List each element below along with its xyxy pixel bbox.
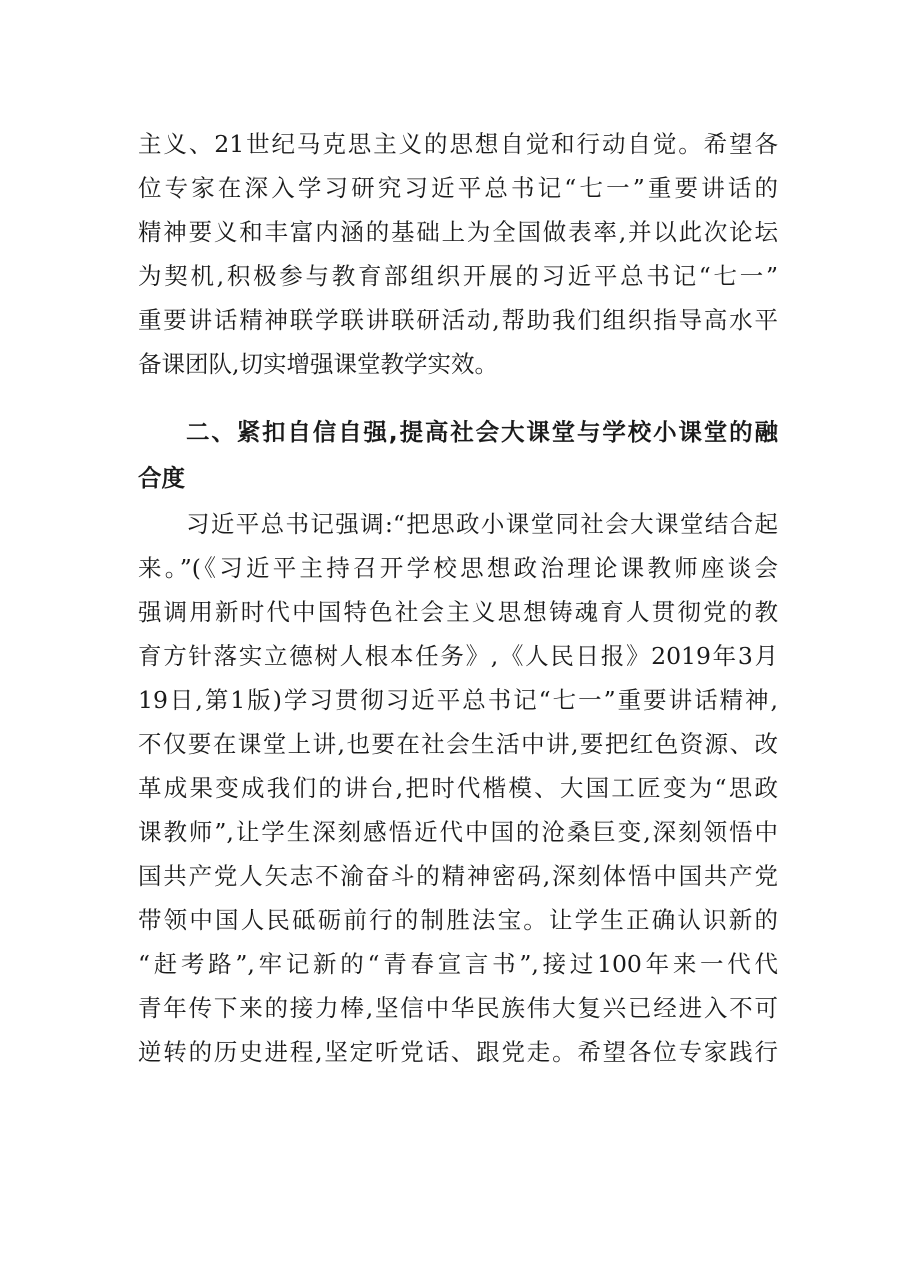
paragraph-2-line: 19日,第1版)学习贯彻习近平总书记“七一”重要讲话精神, [138, 686, 778, 714]
section-heading-line: 二、紧扣自信自强,提高社会大课堂与学校小课堂的融 [186, 418, 778, 446]
paragraph-2-line: 来。”(《习近平主持召开学校思想政治理论课教师座谈会 [138, 554, 778, 582]
paragraph-2-line: 不仅要在课堂上讲,也要在社会生活中讲,要把红色资源、改 [138, 730, 778, 758]
paragraph-2-line: 青年传下来的接力棒,坚信中华民族伟大复兴已经进入不可 [138, 994, 778, 1022]
paragraph-1-line: 重要讲话精神联学联讲联研活动,帮助我们组织指导高水平 [138, 306, 778, 334]
paragraph-1-line: 主义、21世纪马克思主义的思想自觉和行动自觉。希望各 [138, 130, 778, 158]
paragraph-2-line: “赶考路”,牢记新的“青春宣言书”,接过100年来一代代 [138, 950, 778, 978]
section-heading-line: 合度 [138, 464, 185, 492]
paragraph-1-line: 位专家在深入学习研究习近平总书记“七一”重要讲话的 [138, 174, 778, 202]
paragraph-2-line: 革成果变成我们的讲台,把时代楷模、大国工匠变为“思政 [138, 774, 778, 802]
paragraph-1-line: 精神要义和丰富内涵的基础上为全国做表率,并以此次论坛 [138, 218, 778, 246]
paragraph-2-line: 国共产党人矢志不渝奋斗的精神密码,深刻体悟中国共产党 [138, 862, 778, 890]
paragraph-2-line: 育方针落实立德树人根本任务》,《人民日报》2019年3月 [138, 642, 778, 670]
paragraph-2-line: 习近平总书记强调:“把思政小课堂同社会大课堂结合起 [186, 510, 778, 538]
paragraph-2-line: 带领中国人民砥砺前行的制胜法宝。让学生正确认识新的 [138, 906, 778, 934]
paragraph-1-line: 备课团队,切实增强课堂教学实效。 [138, 350, 498, 378]
paragraph-1-line: 为契机,积极参与教育部组织开展的习近平总书记“七一” [138, 262, 778, 290]
paragraph-2-line: 逆转的历史进程,坚定听党话、跟党走。希望各位专家践行 [138, 1038, 778, 1066]
paragraph-2-line: 强调用新时代中国特色社会主义思想铸魂育人贯彻党的教 [138, 598, 778, 626]
paragraph-2-line: 课教师”,让学生深刻感悟近代中国的沧桑巨变,深刻领悟中 [138, 818, 778, 846]
